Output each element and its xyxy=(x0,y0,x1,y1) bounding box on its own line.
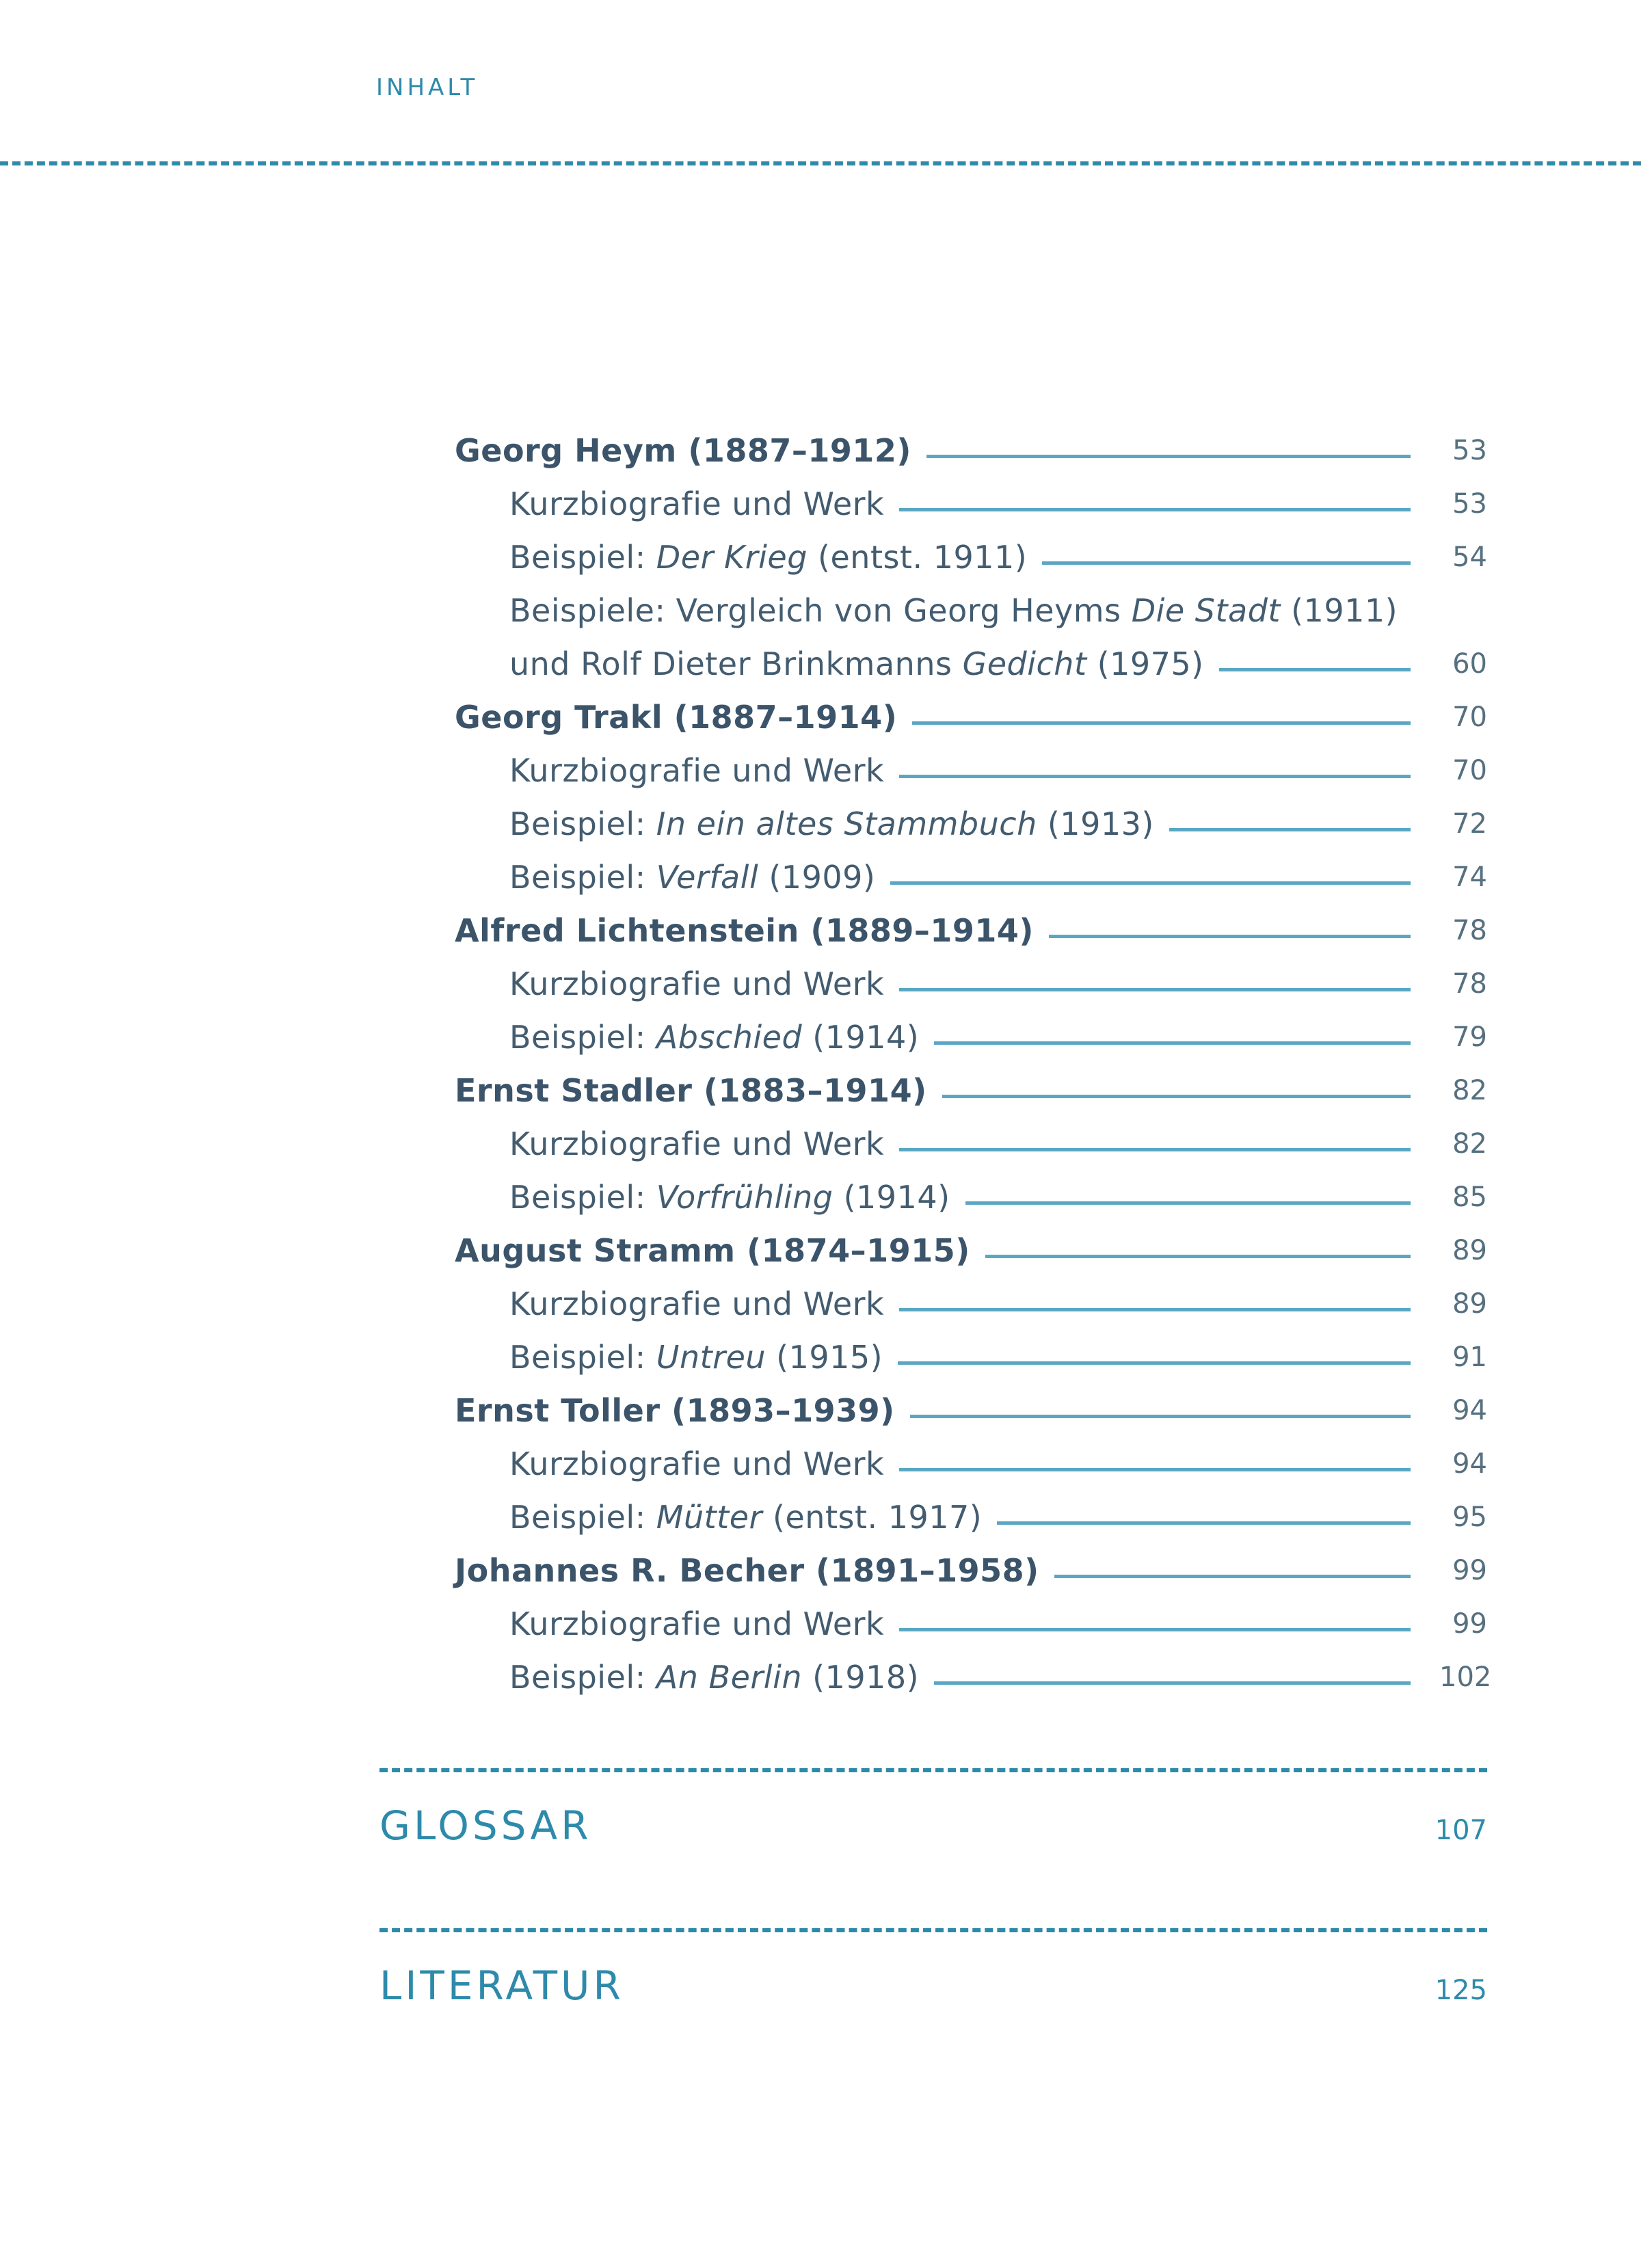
toc-page-number: 82 xyxy=(1452,1128,1487,1160)
toc-page-number: 72 xyxy=(1452,808,1487,840)
toc-subentry[interactable] xyxy=(455,1491,1487,1544)
label-text: (1911) xyxy=(1280,592,1398,629)
leader-line xyxy=(899,1628,1411,1631)
leader-line xyxy=(934,1041,1411,1045)
leader-line xyxy=(899,1308,1411,1311)
toc-page-number: 70 xyxy=(1452,702,1487,733)
label-text: und Rolf Dieter Brinkmanns xyxy=(509,645,963,682)
leader-line xyxy=(890,881,1411,885)
label-text: Kurzbiografie und Werk xyxy=(509,752,885,789)
leader-line xyxy=(898,1361,1411,1365)
leader-line xyxy=(899,1468,1411,1471)
label-text: (entst. 1917) xyxy=(762,1499,983,1536)
label-text: Kurzbiografie und Werk xyxy=(509,1125,885,1162)
toc-entry-label xyxy=(509,477,884,531)
toc-page-number: 78 xyxy=(1452,915,1487,946)
label-text: (entst. 1911) xyxy=(807,539,1028,576)
toc-page-number: 99 xyxy=(1452,1608,1487,1640)
toc-subentry[interactable] xyxy=(455,957,1487,1011)
toc-entry-label xyxy=(509,1011,919,1064)
section-page-number: 107 xyxy=(1435,1815,1487,1846)
toc-subentry[interactable] xyxy=(455,1277,1487,1331)
toc-entry-label xyxy=(509,744,884,797)
leader-line xyxy=(1219,668,1411,671)
toc-entry-label xyxy=(455,691,897,744)
toc-entry-label xyxy=(509,1437,884,1491)
toc-subentry[interactable] xyxy=(455,1171,1487,1224)
toc-entry-label xyxy=(455,1384,895,1437)
leader-line xyxy=(997,1521,1411,1525)
toc-entry-label xyxy=(509,584,1398,637)
toc-page-number: 95 xyxy=(1452,1502,1487,1533)
leader-line xyxy=(899,1148,1411,1151)
toc-entry-label xyxy=(509,1651,919,1704)
label-text: Kurzbiografie und Werk xyxy=(509,485,885,522)
toc-chapter-entry[interactable] xyxy=(455,1224,1487,1277)
label-text: Beispiel: xyxy=(509,859,656,896)
leader-line xyxy=(942,1095,1411,1098)
leader-line xyxy=(985,1255,1411,1258)
label-text: Kurzbiografie und Werk xyxy=(509,1605,885,1642)
label-text: Kurzbiografie und Werk xyxy=(509,965,885,1002)
toc-page-number: 78 xyxy=(1452,968,1487,1000)
leader-line xyxy=(899,775,1411,778)
label-text: (1913) xyxy=(1037,805,1154,842)
work-title: In ein altes Stammbuch xyxy=(656,805,1037,842)
leader-line xyxy=(910,1415,1411,1418)
label-text: Beispiel: xyxy=(509,539,656,576)
label-text: Beispiel: xyxy=(509,1019,656,1056)
toc-chapter-entry[interactable] xyxy=(455,691,1487,744)
toc-page-number: 89 xyxy=(1452,1288,1487,1320)
leader-line xyxy=(1169,828,1411,831)
toc-subentry[interactable] xyxy=(455,1011,1487,1064)
work-title: Gedicht xyxy=(962,645,1087,682)
label-text: Beispiel: xyxy=(509,1499,656,1536)
label-text: Beispiel: xyxy=(509,1659,656,1696)
label-text: (1914) xyxy=(802,1019,920,1056)
label-text: Kurzbiografie und Werk xyxy=(509,1445,885,1482)
toc-entry-label xyxy=(509,1597,884,1651)
work-title: Untreu xyxy=(656,1339,766,1376)
header-divider xyxy=(0,161,1641,165)
toc-entry-label xyxy=(455,1544,1039,1597)
running-header: INHALT xyxy=(376,74,479,101)
toc-page-number: 82 xyxy=(1452,1075,1487,1106)
toc-subentry[interactable] xyxy=(455,797,1487,851)
toc-page-number: 53 xyxy=(1452,488,1487,520)
section-page-number: 125 xyxy=(1435,1975,1487,2006)
toc-entry-label xyxy=(509,851,875,904)
label-text: Beispiel: xyxy=(509,1179,656,1216)
toc-page-number: 99 xyxy=(1452,1555,1487,1586)
toc-entry-label xyxy=(509,637,1204,691)
section-divider xyxy=(379,1768,1487,1772)
toc-entry-label xyxy=(509,957,884,1011)
leader-line xyxy=(899,508,1411,511)
label-text: (1918) xyxy=(802,1659,920,1696)
work-title: Vorfrühling xyxy=(656,1179,833,1216)
work-title: Die Stadt xyxy=(1131,592,1281,629)
label-text: (1909) xyxy=(758,859,876,896)
toc-page-number: 94 xyxy=(1452,1395,1487,1426)
section-divider xyxy=(379,1928,1487,1932)
toc-page-number: 53 xyxy=(1452,435,1487,466)
toc-page-number: 91 xyxy=(1452,1342,1487,1373)
label-text: Alfred Lichtenstein (1889–1914) xyxy=(455,912,1034,949)
toc-page-number: 74 xyxy=(1452,862,1487,893)
toc-entry-label xyxy=(509,1331,883,1384)
toc-subentry[interactable] xyxy=(455,1437,1487,1491)
label-text: Ernst Toller (1893–1939) xyxy=(455,1392,895,1429)
label-text: (1915) xyxy=(766,1339,883,1376)
leader-line xyxy=(965,1201,1411,1205)
toc-page-number: 60 xyxy=(1452,648,1487,680)
toc-subentry[interactable] xyxy=(455,1117,1487,1171)
toc-subentry[interactable] xyxy=(455,851,1487,904)
toc-chapter-entry[interactable] xyxy=(455,1544,1487,1597)
toc-chapter-entry[interactable] xyxy=(455,424,1487,477)
toc-entry-label xyxy=(509,531,1027,584)
leader-line xyxy=(912,721,1411,725)
toc-subentry[interactable] xyxy=(455,637,1487,691)
toc-subentry[interactable] xyxy=(455,531,1487,584)
toc-entry-label xyxy=(509,1277,884,1331)
toc-entry-label xyxy=(455,424,911,477)
label-text: (1975) xyxy=(1086,645,1204,682)
leader-line xyxy=(934,1681,1411,1685)
table-of-contents xyxy=(455,424,1492,1704)
section-literatur[interactable] xyxy=(379,1928,1487,2009)
label-text: Kurzbiografie und Werk xyxy=(509,1285,885,1322)
toc-entry-label xyxy=(509,1491,982,1544)
toc-chapter-entry[interactable] xyxy=(455,904,1487,957)
label-text: Georg Heym (1887–1912) xyxy=(455,432,911,469)
label-text: Johannes R. Becher (1891–1958) xyxy=(455,1552,1039,1589)
leader-line xyxy=(1042,561,1411,565)
toc-subentry[interactable] xyxy=(455,744,1487,797)
toc-page-number: 54 xyxy=(1452,542,1487,573)
toc-chapter-entry[interactable] xyxy=(455,1384,1487,1437)
label-text: Beispiel: xyxy=(509,805,656,842)
label-text: Beispiele: Vergleich von Georg Heyms xyxy=(509,592,1132,629)
toc-page-number: 85 xyxy=(1452,1182,1487,1213)
toc-subentry[interactable] xyxy=(455,1597,1487,1651)
section-title[interactable]: GLOSSAR xyxy=(379,1802,592,1849)
leader-line xyxy=(1054,1575,1411,1578)
toc-page-number: 89 xyxy=(1452,1235,1487,1266)
work-title: An Berlin xyxy=(656,1659,803,1696)
toc-entry-label xyxy=(455,1224,970,1277)
toc-entry-label xyxy=(509,1117,884,1171)
toc-page-number: 79 xyxy=(1452,1022,1487,1053)
toc-page-number: 102 xyxy=(1439,1662,1492,1693)
section-glossar[interactable] xyxy=(379,1768,1487,1849)
toc-subentry[interactable] xyxy=(455,584,1487,637)
toc-subentry[interactable] xyxy=(455,477,1487,531)
work-title: Der Krieg xyxy=(656,539,808,576)
toc-page-number: 94 xyxy=(1452,1448,1487,1480)
toc-page-number: 70 xyxy=(1452,755,1487,786)
toc-subentry[interactable] xyxy=(455,1651,1492,1704)
label-text: Ernst Stadler (1883–1914) xyxy=(455,1072,927,1109)
label-text: Georg Trakl (1887–1914) xyxy=(455,699,898,736)
toc-chapter-entry[interactable] xyxy=(455,1064,1487,1117)
work-title: Abschied xyxy=(656,1019,803,1056)
toc-entry-label xyxy=(509,1171,950,1224)
toc-subentry[interactable] xyxy=(455,1331,1487,1384)
toc-entry-label xyxy=(455,904,1034,957)
work-title: Mütter xyxy=(656,1499,762,1536)
work-title: Verfall xyxy=(656,859,759,896)
leader-line xyxy=(926,455,1411,458)
toc-entry-label xyxy=(509,797,1154,851)
toc-entry-label xyxy=(455,1064,927,1117)
label-text: (1914) xyxy=(833,1179,950,1216)
label-text: August Stramm (1874–1915) xyxy=(455,1232,970,1269)
leader-line xyxy=(1049,935,1411,938)
section-title[interactable]: LITERATUR xyxy=(379,1962,624,2009)
leader-line xyxy=(899,988,1411,991)
label-text: Beispiel: xyxy=(509,1339,656,1376)
